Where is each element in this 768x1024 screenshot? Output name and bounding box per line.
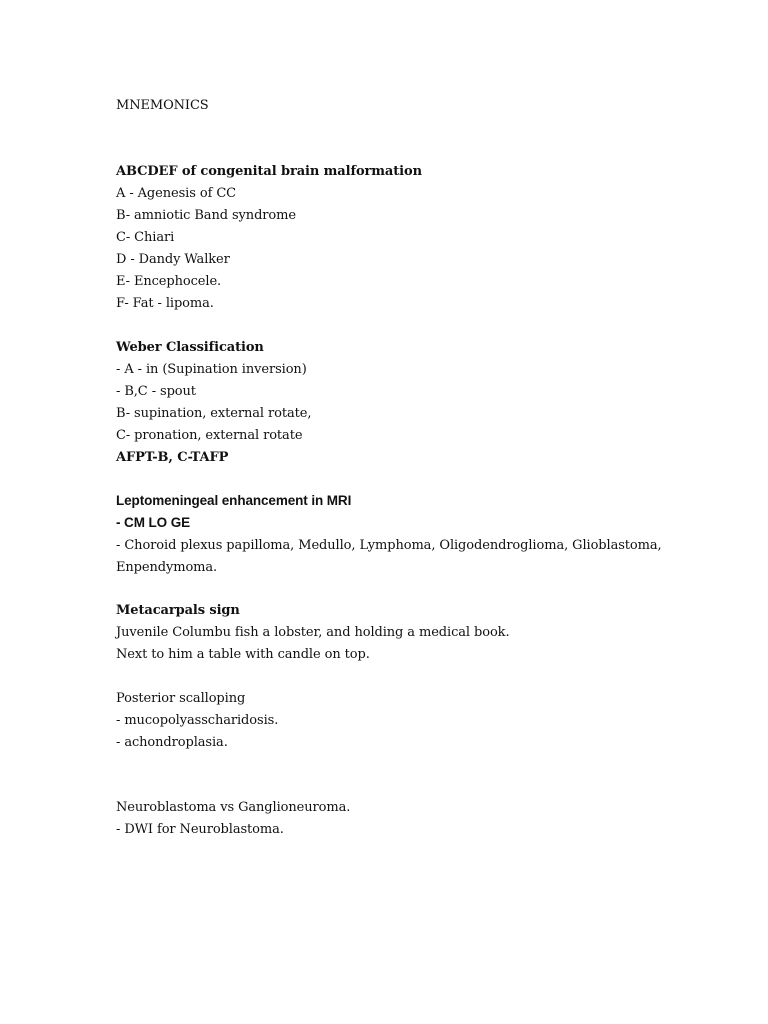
text-line: Next to him a table with candle on top.	[116, 647, 370, 662]
text-line: A - Agenesis of CC	[116, 186, 237, 201]
text-line: - A - in (Supination inversion)	[116, 362, 307, 377]
section-heading: Leptomeningeal enhancement in MRI	[116, 493, 352, 508]
text-line: - mucopolyasscharidosis.	[116, 713, 279, 728]
text-line: Juvenile Columbu fish a lobster, and holding a medical book.	[116, 625, 510, 640]
document-title: MNEMONICS	[116, 98, 209, 113]
text-line: - B,C - spout	[116, 384, 196, 399]
text-line: - Choroid plexus papilloma, Medullo, Lymphoma, Oligodendroglioma, Glioblastoma,	[116, 538, 662, 553]
text-line: F- Fat - lipoma.	[116, 296, 214, 311]
text-line: - DWI for Neuroblastoma.	[116, 822, 284, 837]
text-line: C- Chiari	[116, 230, 175, 245]
section-heading: Metacarpals sign	[116, 603, 240, 618]
section-heading: Posterior scalloping	[116, 691, 246, 706]
section-heading: Neuroblastoma vs Ganglioneuroma.	[116, 800, 351, 815]
text-line: B- amniotic Band syndrome	[116, 208, 296, 223]
text-line: C- pronation, external rotate	[116, 428, 303, 443]
text-line: D - Dandy Walker	[116, 252, 230, 267]
text-line: Enpendymoma.	[116, 560, 218, 575]
text-line: - achondroplasia.	[116, 735, 228, 750]
section-heading: Weber Classification	[116, 340, 264, 355]
section-heading: ABCDEF of congenital brain malformation	[116, 164, 422, 179]
text-line: E- Encephocele.	[116, 274, 222, 289]
text-line: B- supination, external rotate,	[116, 406, 312, 421]
section-subheading: - CM LO GE	[116, 515, 190, 530]
section-footer: AFPT-B, C-TAFP	[116, 450, 229, 465]
